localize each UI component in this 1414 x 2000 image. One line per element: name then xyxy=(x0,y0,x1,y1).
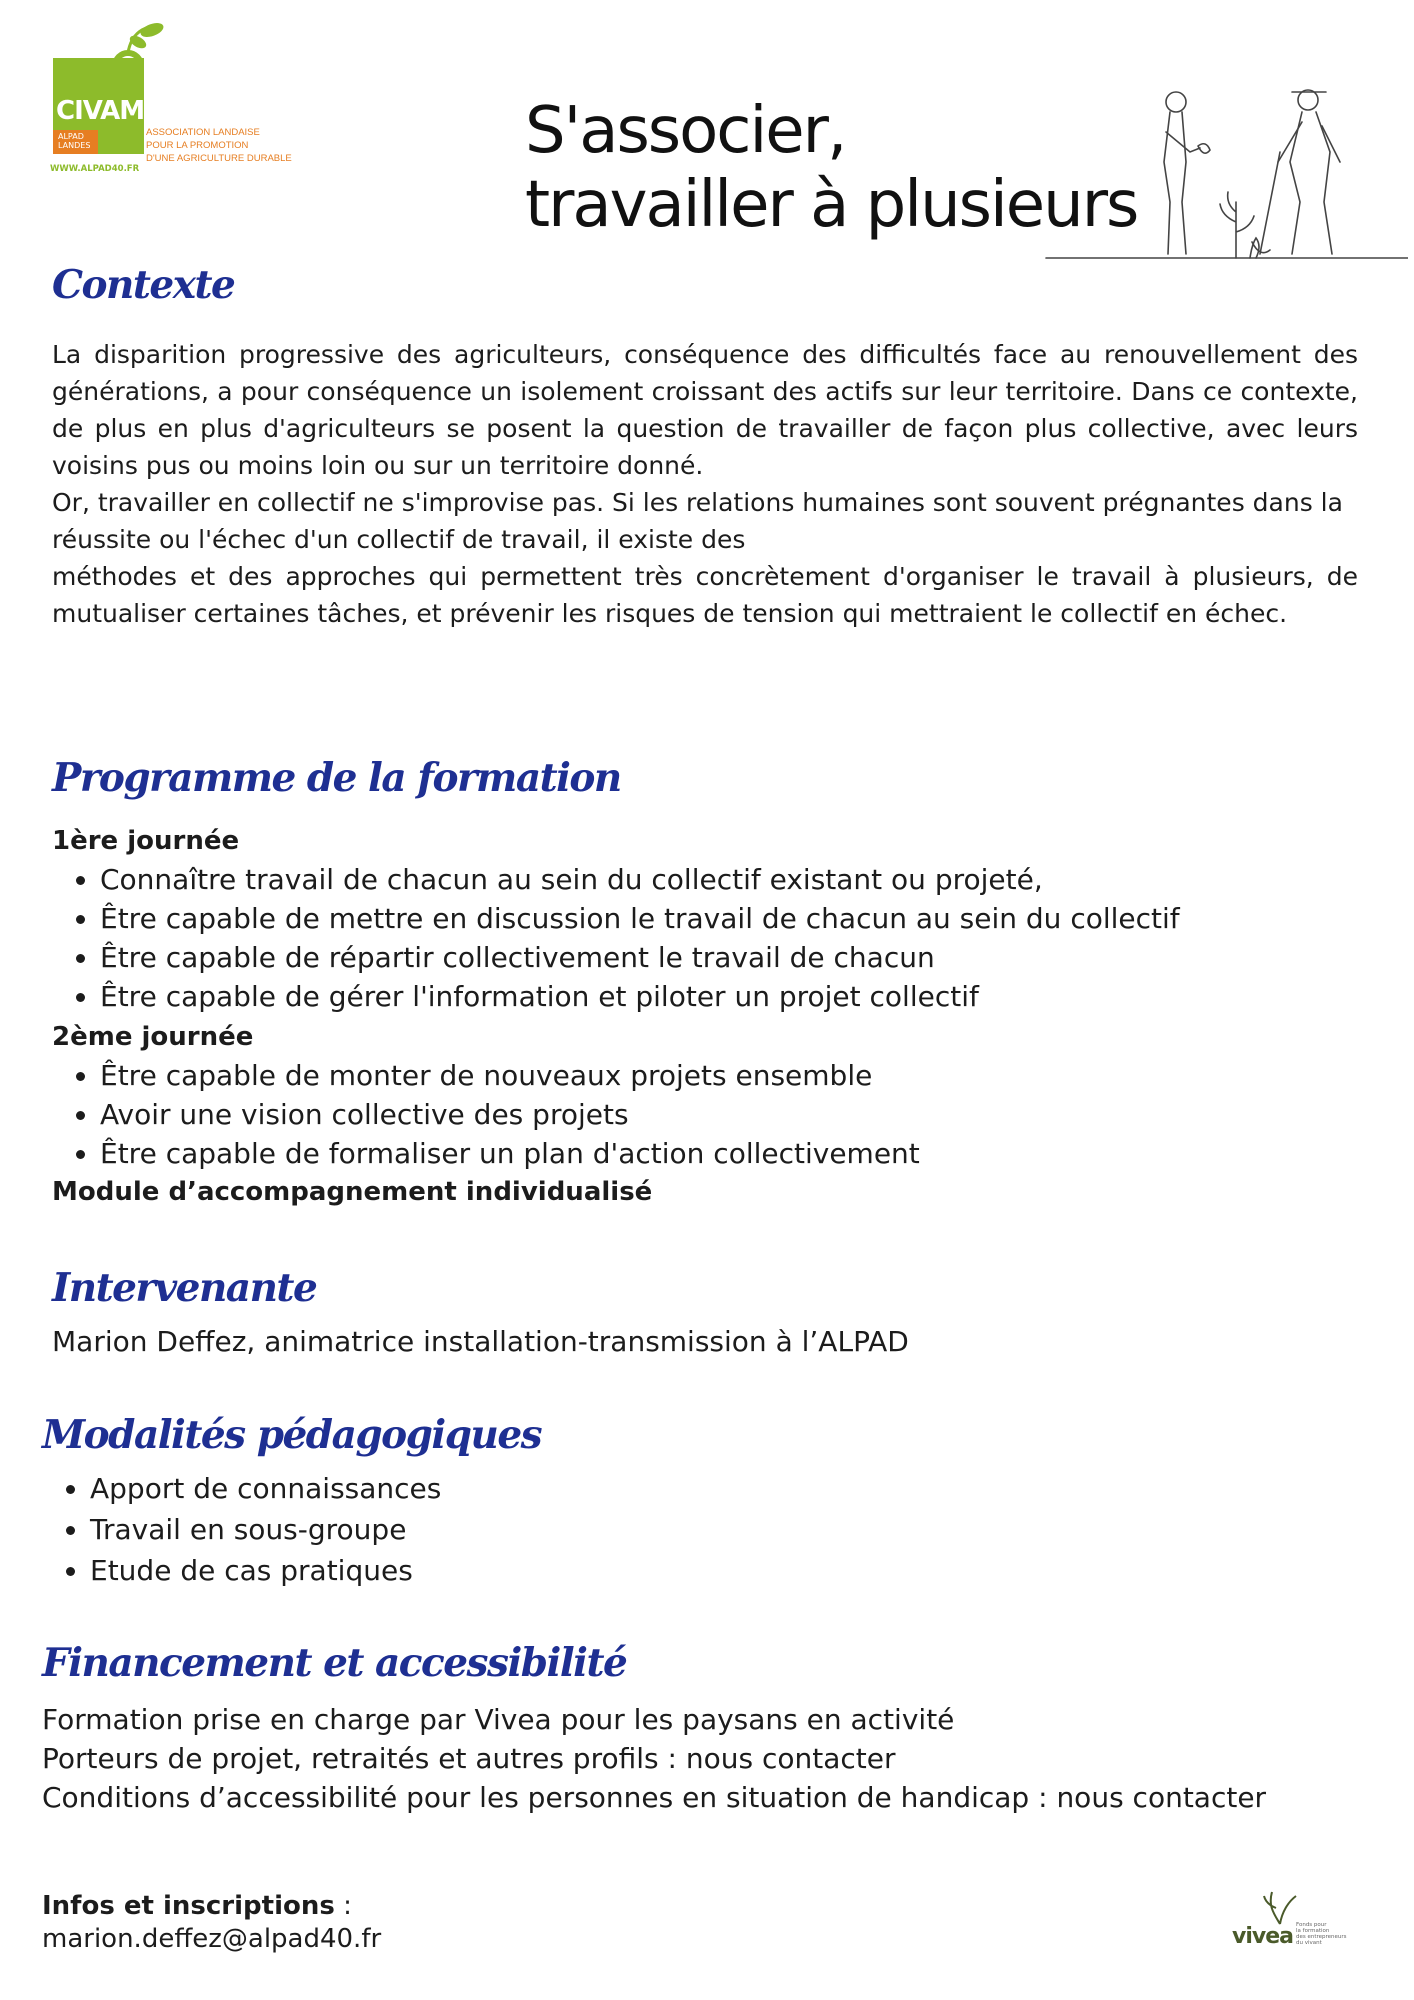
list-item: • Être capable de répartir collectivement le travail de chacun xyxy=(100,938,1372,977)
module-label: Module d’accompagnement individualisé xyxy=(52,1177,653,1207)
financement-line: Porteurs de projet, retraités et autres profils : nous contacter xyxy=(42,1742,896,1775)
list-item: • Apport de connaissances xyxy=(90,1468,990,1509)
infos-label: Infos et inscriptions xyxy=(42,1891,335,1921)
section-heading-modalites: Modalités pédagogiques xyxy=(42,1412,542,1458)
list-item: • Etude de cas pratiques xyxy=(90,1550,990,1591)
day1-label: 1ère journée xyxy=(52,826,240,856)
vivea-tagline: Fonds pour la formation des entrepreneurs du vivant xyxy=(1296,1922,1347,1946)
list-item: • Travail en sous-groupe xyxy=(90,1509,990,1550)
vivea-name: vivea xyxy=(1232,1924,1293,1949)
financement-line: Conditions d’accessibilité pour les personnes en situation de handicap : nous contacter xyxy=(42,1781,1267,1814)
logo-tagline: ASSOCIATION LANDAISE POUR LA PROMOTION D'UNE AGRICULTURE DURABLE xyxy=(146,127,292,164)
day1-list xyxy=(52,860,1372,1016)
list-item: • Être capable de gérer l'information et piloter un projet collectif xyxy=(100,977,1372,1016)
infos-separator: : xyxy=(334,1891,352,1921)
contact-email-link[interactable]: marion.deffez@alpad40.fr xyxy=(42,1924,382,1954)
list-item: • Avoir une vision collective des projets xyxy=(100,1095,1372,1134)
section-heading-financement: Financement et accessibilité xyxy=(42,1640,627,1686)
programme-content xyxy=(52,822,1372,1211)
modalites-list xyxy=(42,1468,990,1591)
list-item: • Connaître travail de chacun au sein du collectif existant ou projeté, xyxy=(100,860,1372,899)
list-item: • Être capable de mettre en discussion le travail de chacun au sein du collectif xyxy=(100,899,1372,938)
vivea-leaf-icon xyxy=(1260,1888,1300,1926)
logo-url: WWW.ALPAD40.FR xyxy=(50,164,140,174)
civam-logo xyxy=(48,20,328,174)
infos-block xyxy=(42,1890,381,1956)
financement-line: Formation prise en charge par Vivea pour les paysans en activité xyxy=(42,1703,955,1736)
day2-list xyxy=(52,1056,1372,1173)
vivea-logo xyxy=(1232,1888,1352,1958)
logo-name: CIVAM xyxy=(56,96,145,126)
contexte-paragraph: méthodes et des approches qui permettent très concrètement d'organiser le travail à plusieurs, de mutualiser certaines tâches, et prévenir les risques de tension qui mettraient le collectif en échec. xyxy=(52,562,1358,628)
page-title: S'associer, travailler à plusieurs xyxy=(525,94,1138,242)
logo-sub: ALPAD LANDES xyxy=(58,132,91,150)
list-item: • Être capable de formaliser un plan d'action collectivement xyxy=(100,1134,1372,1173)
contexte-paragraph: La disparition progressive des agriculteurs, conséquence des difficultés face au renouvellement des générations, a pour conséquence un isolement croissant des actifs sur leur territoire. Dans ce contexte, de plus en plus d'agriculteurs se posent la question de travailler de façon plus collective, avec leurs voisins pus ou moins loin ou sur un territoire donné. xyxy=(52,340,1358,480)
contexte-paragraph: Or, travailler en collectif ne s'improvise pas. Si les relations humaines sont souvent prégnantes dans la réussite ou l'échec d'un collectif de travail, il existe des xyxy=(52,488,1343,554)
farmers-illustration xyxy=(1040,82,1408,262)
list-item: • Être capable de monter de nouveaux projets ensemble xyxy=(100,1056,1372,1095)
section-heading-contexte: Contexte xyxy=(52,262,235,308)
intervenante-text: Marion Deffez, animatrice installation-transmission à l’ALPAD xyxy=(52,1325,909,1358)
contexte-text xyxy=(52,336,1358,632)
financement-text xyxy=(42,1700,1402,1817)
day2-label: 2ème journée xyxy=(52,1022,254,1052)
section-heading-intervenante: Intervenante xyxy=(52,1265,317,1311)
section-heading-programme: Programme de la formation xyxy=(52,755,621,801)
